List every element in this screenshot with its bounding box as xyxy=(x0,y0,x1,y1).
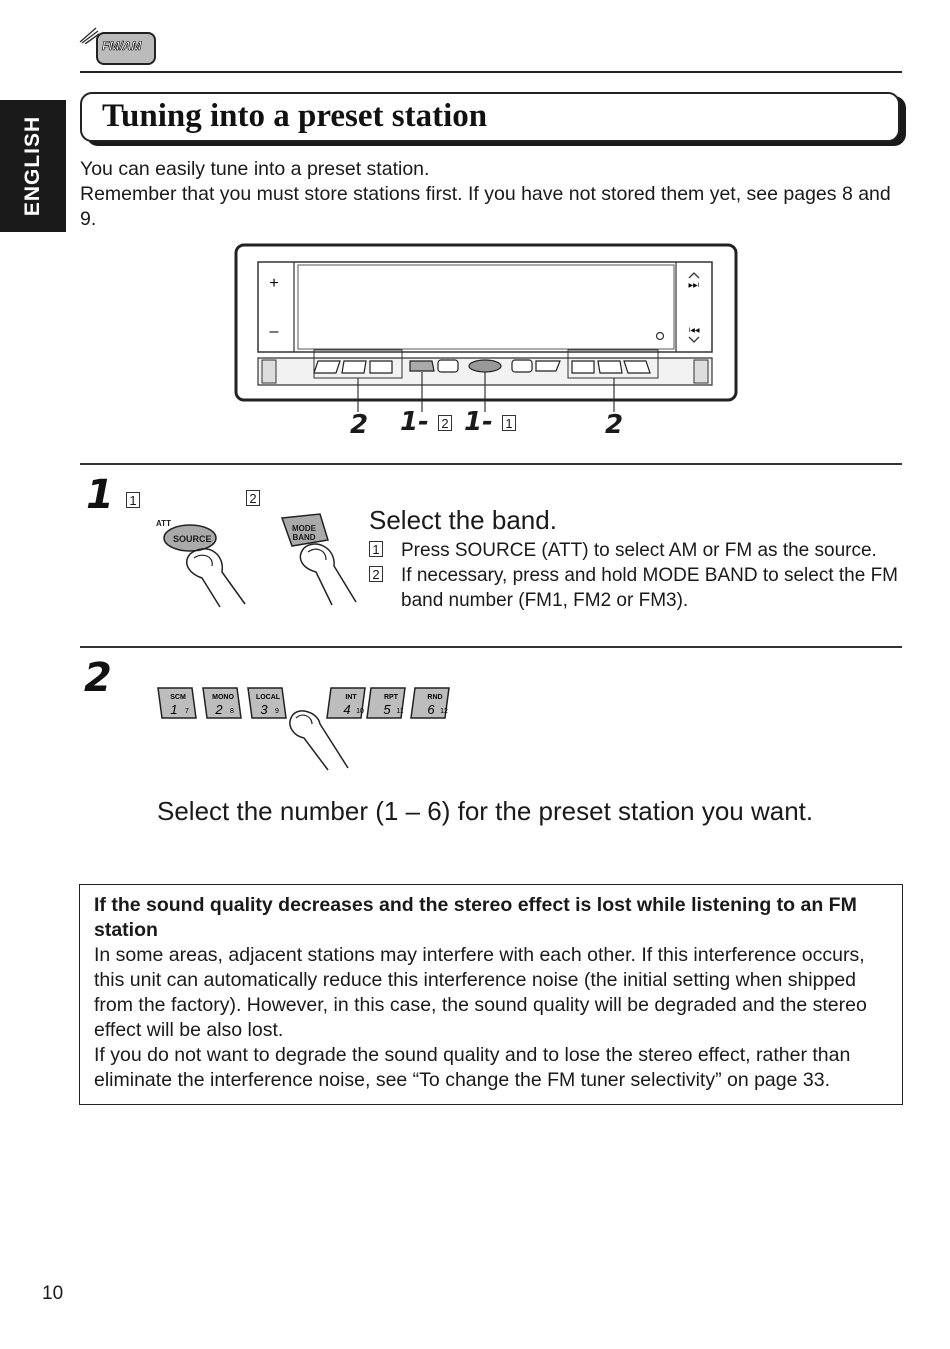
note-paragraph-2: If you do not want to degrade the sound quality and to lose the stereo effect, rather than eliminate the interference noise, see “To change the FM tuner selectivity” on page 33. xyxy=(94,1044,851,1091)
pointing-finger-illustration xyxy=(284,706,364,772)
source-button: SOURCE xyxy=(173,534,212,544)
mode-label-line1: MODE xyxy=(292,524,316,533)
preset-key-sub: 9 xyxy=(275,708,279,715)
intro-text xyxy=(80,157,902,232)
preset-key-label: MONO xyxy=(212,694,234,701)
preset-key-label: LOCAL xyxy=(255,694,281,701)
note-heading: If the sound quality decreases and the stereo effect is lost while listening to an FM station xyxy=(94,894,857,941)
callout-1-2 xyxy=(400,407,452,437)
preset-key-1 xyxy=(158,688,196,718)
fm-am-label: FM/AM xyxy=(102,39,142,53)
callout-1-1 xyxy=(464,407,516,437)
intro-line-2: Remember that you must store stations first. If you have not stored them yet, see pages 8 and 9. xyxy=(80,183,891,230)
language-label: ENGLISH xyxy=(21,115,44,217)
step1-number: 1 xyxy=(86,472,114,518)
callout-2-left: 2 xyxy=(350,410,369,440)
preset-key-sub: 7 xyxy=(185,708,189,715)
mode-label-line2: BAND xyxy=(292,533,316,542)
step1-sub-b-box: 2 xyxy=(246,490,260,506)
preset-key-number: 3 xyxy=(260,702,268,717)
preset-key-number: 1 xyxy=(170,702,178,717)
header-rule xyxy=(80,71,902,73)
svg-text:▶▶I: ▶▶I xyxy=(688,283,700,289)
svg-text:I◀◀: I◀◀ xyxy=(688,328,700,334)
step2-number: 2 xyxy=(84,655,112,701)
callout-2-right: 2 xyxy=(605,410,624,440)
callout-1-2-box: 2 xyxy=(438,415,452,431)
preset-key-sub: 8 xyxy=(230,708,234,715)
step1-item-1-num: 1 xyxy=(369,541,383,557)
preset-key-6 xyxy=(411,688,449,718)
step1-item-2-num: 2 xyxy=(369,566,383,582)
mode-band-button-illustration xyxy=(276,510,366,610)
preset-key-5 xyxy=(367,688,405,718)
preset-key-label: RND xyxy=(427,694,443,701)
preset-key-number: 5 xyxy=(383,702,391,717)
step1-sub-a-box: 1 xyxy=(126,492,140,508)
callout-1-1-prefix: 1- xyxy=(464,407,493,437)
note-box xyxy=(79,884,903,1105)
preset-key-label: SCM xyxy=(170,694,186,701)
plus-button: + xyxy=(269,275,279,292)
page-title: Tuning into a preset station xyxy=(102,98,488,134)
preset-key-label: RPT xyxy=(384,694,398,701)
intro-line-1: You can easily tune into a preset station. xyxy=(80,158,430,180)
fm-am-badge xyxy=(96,32,156,65)
note-paragraph-1: In some areas, adjacent stations may interfere with each other. If this interference occurs, this unit can automatically reduce this interference noise (the initial setting when shipped from the factory). However, in this case, the sound quality will be degraded and the stereo effect will be also lost. xyxy=(94,944,867,1041)
step2-caption: Select the number (1 – 6) for the preset station you want. xyxy=(157,796,814,826)
step1-item-2-text: If necessary, press and hold MODE BAND to select the FM band number (FM1, FM2 or FM3). xyxy=(401,565,899,611)
step2-rule xyxy=(80,646,902,648)
att-label: ATT xyxy=(156,519,171,528)
language-tab xyxy=(0,100,66,232)
step1-item-1 xyxy=(369,538,909,563)
preset-key-3 xyxy=(248,688,286,718)
step1-title: Select the band. xyxy=(369,505,557,535)
step1-instructions xyxy=(369,538,909,613)
preset-key-sub: 11 xyxy=(396,708,404,715)
preset-key-label: INT xyxy=(345,694,357,701)
callout-1-2-prefix: 1- xyxy=(400,407,429,437)
preset-key-sub: 12 xyxy=(440,708,448,715)
step1-item-2 xyxy=(369,563,909,613)
preset-key-number: 2 xyxy=(215,702,223,717)
preset-key-number: 4 xyxy=(343,702,351,717)
section-title-box xyxy=(80,92,900,142)
preset-key-number: 6 xyxy=(427,702,435,717)
minus-button: – xyxy=(269,323,279,340)
callout-1-1-box: 1 xyxy=(502,415,516,431)
step1-rule xyxy=(80,463,902,465)
step1-item-1-text: Press SOURCE (ATT) to select AM or FM as the source. xyxy=(401,540,877,561)
page-number: 10 xyxy=(42,1283,64,1304)
mode-label xyxy=(292,524,316,542)
preset-key-sub: 10 xyxy=(356,708,364,715)
preset-key-2 xyxy=(203,688,241,718)
